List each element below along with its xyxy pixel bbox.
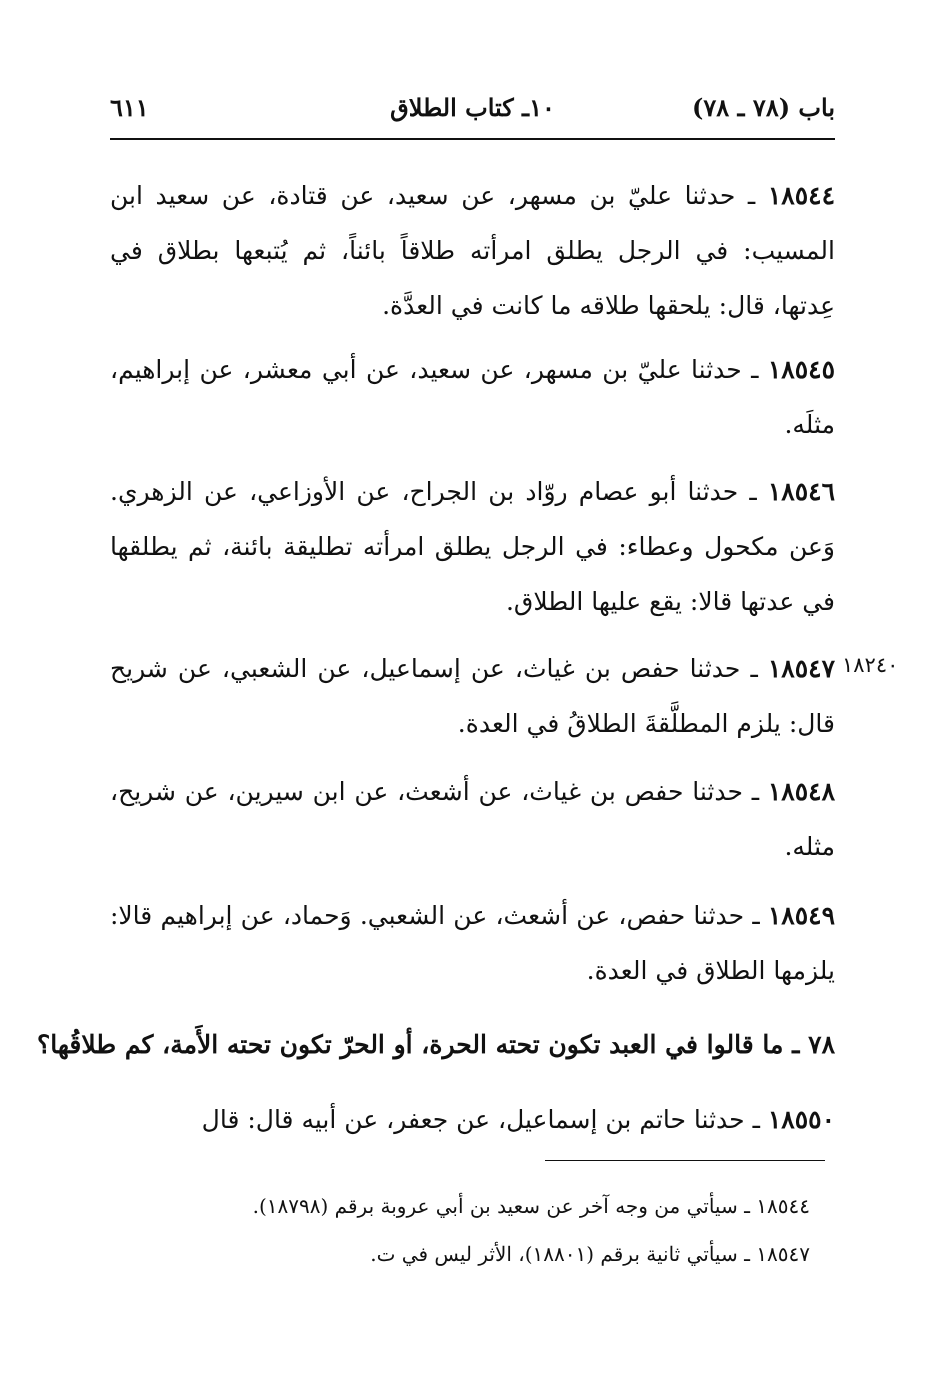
hadith-number: ١٨٥٤٩ [767, 901, 835, 930]
hadith-number: ١٨٥٤٤ [767, 181, 835, 210]
hadith-paragraph [110, 888, 835, 998]
footnote: ١٨٥٤٧ ـ سيأتي ثانية برقم (١٨٨٠١)، الأثر ليس في ت. [370, 1242, 810, 1266]
section-heading: ٧٨ ـ ما قالوا في العبد تكون تحته الحرة، أو الحرّ تكون تحته الأَمة، كم طلاقُها؟ [37, 1030, 835, 1059]
hadith-text: ـ حدثنا عليّ بن مسهر، عن سعيد، عن قتادة، عن سعيد ابن المسيب: في الرجل يطلق امرأته طلاقاً بائناً، ثم يُتبعها بطلاق في عِدتها، قال: يلحقها طلاقه ما كانت في العدَّة. [110, 181, 835, 320]
hadith-text: ـ حدثنا حفص بن غياث، عن أشعث، عن ابن سيرين، عن شريح، مثله. [110, 777, 835, 861]
hadith-text: ـ حدثنا حاتم بن إسماعيل، عن جعفر، عن أبيه قال: قال [201, 1105, 768, 1134]
hadith-number: ١٨٥٤٨ [767, 777, 835, 806]
hadith-number: ١٨٥٥٠ [767, 1105, 835, 1134]
hadith-paragraph [110, 641, 835, 751]
hadith-text: ـ حدثنا حفص بن غياث، عن إسماعيل، عن الشعبي، عن شريح قال: يلزم المطلَّقةَ الطلاقُ في العدة. [110, 654, 835, 738]
footnote: ١٨٥٤٤ ـ سيأتي من وجه آخر عن سعيد بن أبي عروبة برقم (١٨٧٩٨). [252, 1194, 810, 1218]
hadith-number: ١٨٥٤٧ [767, 654, 835, 683]
hadith-paragraph [110, 464, 835, 629]
footnote-separator [545, 1160, 825, 1161]
hadith-number: ١٨٥٤٥ [767, 355, 835, 384]
hadith-text: ـ حدثنا حفص، عن أشعث، عن الشعبي. وَحماد، عن إبراهيم قالا: يلزمها الطلاق في العدة. [110, 901, 835, 985]
running-header [110, 92, 835, 132]
hadith-paragraph [110, 342, 835, 452]
page-number: ٦١١ [110, 93, 149, 122]
book-title: ١٠ـ كتاب الطلاق [390, 93, 555, 122]
margin-reference-number: ١٨٢٤٠ [842, 653, 899, 677]
hadith-number: ١٨٥٤٦ [767, 477, 835, 506]
hadith-paragraph [110, 1092, 835, 1147]
hadith-text: ـ حدثنا عليّ بن مسهر، عن سعيد، عن أبي معشر، عن إبراهيم، مثلَه. [110, 355, 835, 439]
hadith-paragraph [110, 168, 835, 333]
hadith-text: ـ حدثنا أبو عصام روّاد بن الجراح، عن الأوزاعي، عن الزهري. وَعن مكحول وعطاء: في الرجل يطلق امرأته تطليقة بائنة، ثم يطلقها في عدتها قالا: يقع عليها الطلاق. [110, 477, 835, 616]
hadith-paragraph [110, 764, 835, 874]
header-rule [110, 138, 835, 140]
chapter-reference: باب (٧٨ ـ ٧٨) [692, 93, 835, 122]
